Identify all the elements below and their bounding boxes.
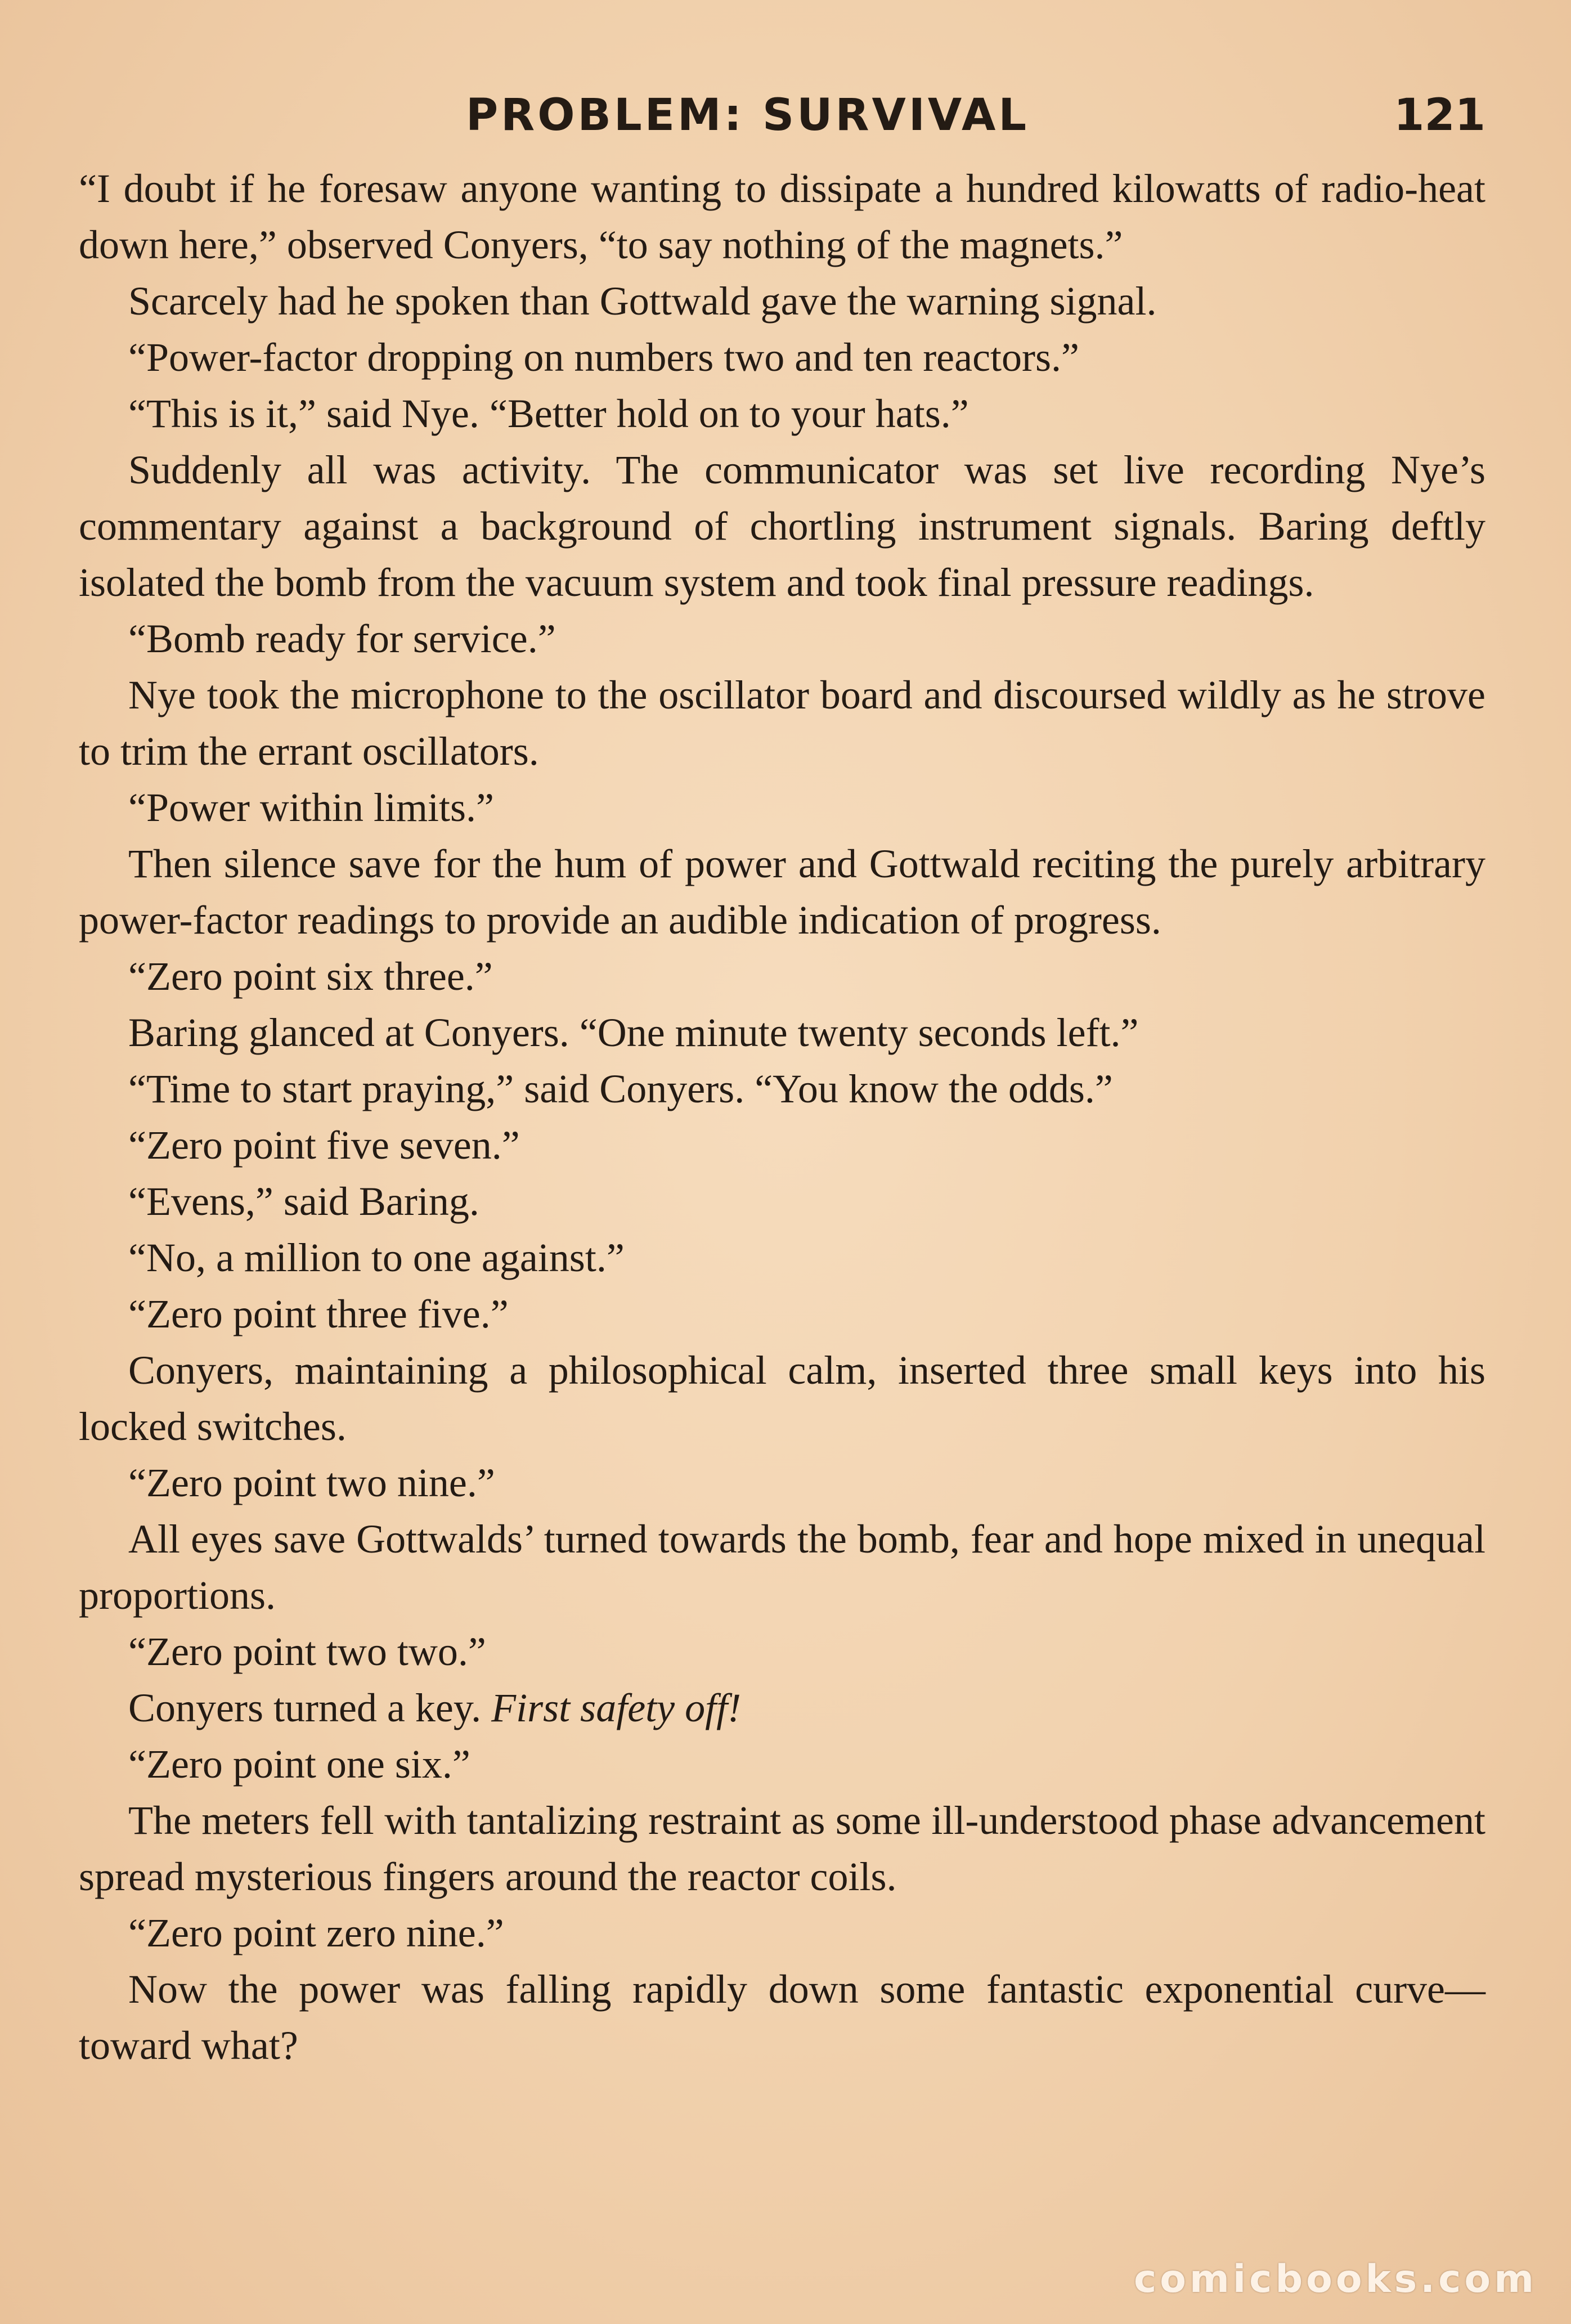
paragraph: Baring glanced at Conyers. “One minute twenty seconds left.” — [128, 1010, 1139, 1055]
paragraph: “Evens,” said Baring. — [128, 1179, 479, 1224]
paragraph: Scarcely had he spoken than Gottwald gave the warning signal. — [128, 279, 1157, 324]
emphasized-text: First safety off! — [491, 1685, 742, 1730]
paragraph: “Zero point one six.” — [128, 1742, 470, 1787]
paragraph: “Zero point three five.” — [128, 1291, 509, 1336]
page-header — [79, 84, 1485, 146]
paragraph: “Bomb ready for service.” — [128, 616, 556, 661]
paragraph-text: Conyers turned a key. — [128, 1685, 482, 1730]
paragraph: “Zero point zero nine.” — [128, 1910, 504, 1955]
paragraph: “Zero point two nine.” — [128, 1460, 495, 1505]
paragraph: “Power within limits.” — [128, 785, 494, 830]
running-head: PROBLEM: SURVIVAL — [466, 90, 1030, 141]
paragraph: Now the power was falling rapidly down some fantastic exponential curve—toward what? — [79, 1967, 1485, 2068]
paragraph — [79, 1680, 1485, 1736]
paragraph: Then silence save for the hum of power and Gottwald reciting the purely arbitrary power-factor readings to provide an audible indication of progress. — [79, 841, 1485, 943]
paragraph: Nye took the microphone to the oscillator board and discoursed wildly as he strove to trim the errant oscillators. — [79, 672, 1485, 774]
paragraph: Conyers, maintaining a philosophical calm, inserted three small keys into his locked switches. — [79, 1348, 1485, 1449]
paragraph: The meters fell with tantalizing restraint as some ill-understood phase advancement spread mysterious fingers around the reactor coils. — [79, 1798, 1485, 1899]
paragraph: “Zero point five seven.” — [128, 1123, 520, 1168]
page-number: 121 — [1394, 90, 1485, 141]
body-text — [79, 160, 1485, 2074]
paragraph: “No, a million to one against.” — [128, 1235, 625, 1280]
paragraph: “This is it,” said Nye. “Better hold on to your hats.” — [128, 391, 969, 436]
watermark: comicbooks.com — [1133, 2257, 1537, 2301]
paragraph: “Time to start praying,” said Conyers. “You know the odds.” — [128, 1066, 1113, 1111]
paragraph: “Zero point six three.” — [128, 954, 493, 999]
paragraph — [79, 160, 1485, 273]
paragraph: All eyes save Gottwalds’ turned towards the bomb, fear and hope mixed in unequal proportions. — [79, 1517, 1485, 1618]
paragraph: “Power-factor dropping on numbers two and ten reactors.” — [128, 335, 1079, 380]
paragraph: Suddenly all was activity. The communicator was set live recording Nye’s commentary against a background of chortling instrument signals. Baring deftly isolated the bomb from the vacuum system and took final pressure readings. — [79, 447, 1485, 605]
paragraph-text: “I doubt if he foresaw anyone wanting to dissipate a hundred kilowatts of radio-heat down here,” observed Conyers, “to say nothing of the magnets.” — [79, 166, 1485, 267]
paragraph: “Zero point two two.” — [128, 1629, 486, 1674]
